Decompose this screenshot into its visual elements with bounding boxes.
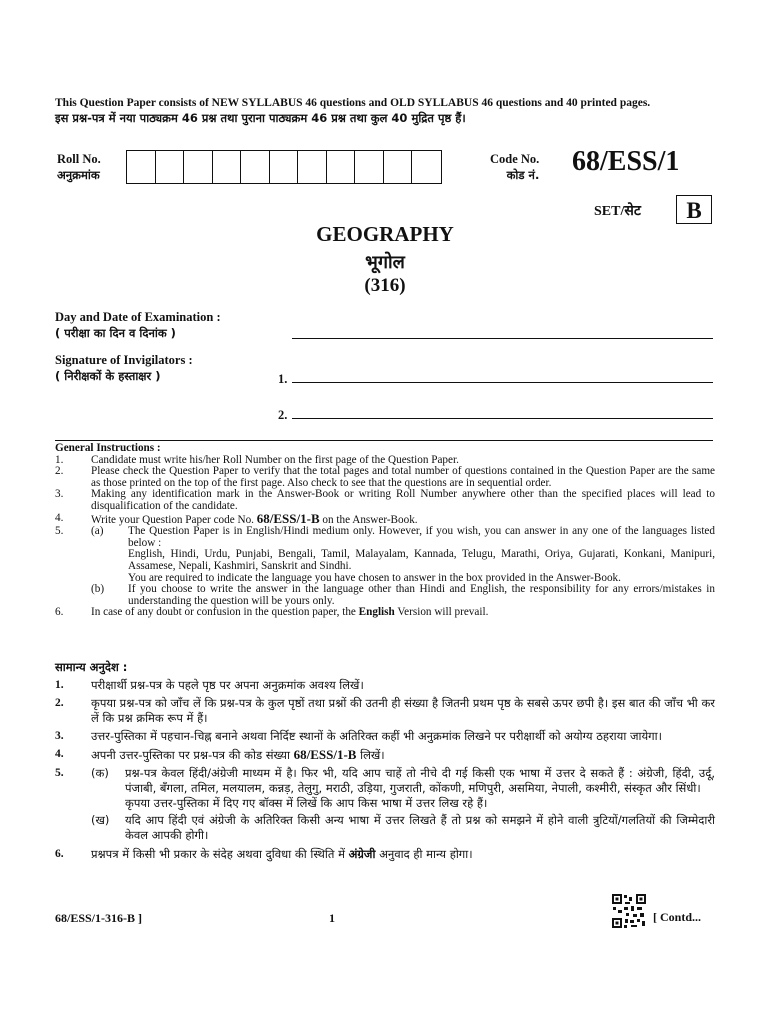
- roll-box[interactable]: [327, 151, 356, 183]
- roll-box[interactable]: [156, 151, 185, 183]
- hindi-text: कृपया उत्तर-पुस्तिका में दिए गए बॉक्स में लिखें कि आप किस भाषा में उत्तर लिख रहे हैं।: [125, 796, 488, 810]
- sub-item-label: (b): [91, 583, 105, 596]
- instruction-text-part: Version will prevail.: [394, 606, 489, 619]
- sub-item-label: (क): [91, 766, 109, 780]
- roll-box[interactable]: [298, 151, 327, 183]
- instruction-item: [55, 607, 715, 619]
- footer-code: 68/ESS/1-316-B ]: [55, 911, 143, 925]
- item-number: 6.: [55, 606, 64, 619]
- hindi-item: [55, 747, 715, 763]
- page-number: 1: [329, 911, 335, 925]
- hindi-text: कृपया प्रश्न-पत्र को जाँच लें कि प्रश्न-पत्र के कुल पृष्ठों तथा प्रश्नों की उतनी ही संख्या है जितनी प्रथम पृष्ठ के सबसे ऊपर छपी है। इस बात की जाँच भी कर लें कि प्रश्न क्रमिक रूप में हैं।: [91, 696, 715, 725]
- signature-1-number: 1.: [278, 372, 288, 386]
- roll-label-hi: अनुक्रमांक: [57, 168, 100, 182]
- item-number: 4.: [55, 748, 64, 760]
- instruction-item: [55, 526, 715, 584]
- item-number: 1.: [55, 679, 64, 691]
- sub-item-label: (a): [91, 525, 104, 538]
- signature-label-hi: ( निरीक्षकों के हस्ताक्षर ): [55, 369, 161, 383]
- instruction-text-part: In case of any doubt or confusion in the question paper, the: [91, 606, 359, 619]
- instruction-text-part: Write your Question Paper code No.: [91, 513, 257, 526]
- general-instructions: [55, 443, 715, 619]
- roll-box[interactable]: [184, 151, 213, 183]
- divider: [55, 440, 713, 441]
- roll-box[interactable]: [213, 151, 242, 183]
- continued-label: [ Contd...: [653, 910, 702, 924]
- roll-label: [57, 151, 101, 183]
- hindi-text: प्रश्न-पत्र केवल हिंदी/अंग्रेजी माध्यम में है। फिर भी, यदि आप चाहें तो नीचे दी गई किसी एक भाषा में उत्तर दे सकते हैं : अंग्रेजी, हिंदी, उर्दू, पंजाबी, बँगला, तमिल, मलयालम, कन्नड़, तेलुगु, मराठी, उड़िया, गुजराती, कोंकणी, मणिपुरी, असमिया, नेपाली, कश्मीरी, संस्कृत और सिंधी।: [125, 766, 715, 795]
- item-number: 3.: [55, 488, 64, 501]
- roll-number-boxes[interactable]: [126, 150, 442, 184]
- paper-code: 68/ESS/1: [572, 146, 680, 177]
- sub-item-label: (ख): [91, 813, 110, 827]
- hindi-text: यदि आप हिंदी एवं अंग्रेजी के अतिरिक्त किसी अन्य भाषा में उत्तर लिखते हैं तो प्रश्न को समझने में होने वाली त्रुटियों/गलतियों की जिम्मेदारी केवल आपकी होगी।: [125, 813, 715, 842]
- signature-label: [55, 352, 193, 384]
- header-hindi: इस प्रश्न-पत्र में नया पाठ्यक्रम 46 प्रश्न तथा पुराना पाठ्यक्रम 46 प्रश्न तथा कुल 40 मुद्रित पृष्ठ हैं।: [55, 111, 466, 125]
- instruction-text: Please check the Question Paper to verify that the total pages and total number of questions contained in the Question Paper are the same as those printed on the top of the first page. Also check to see that the questions are in sequential order.: [91, 465, 715, 489]
- hindi-text-part: अनुवाद ही मान्य होगा।: [375, 847, 473, 861]
- signature-label-en: Signature of Invigilators :: [55, 353, 193, 367]
- signature-2-line[interactable]: [292, 418, 713, 419]
- page-header: [55, 96, 650, 126]
- set-value: B: [676, 195, 712, 224]
- item-number: 5.: [55, 525, 64, 538]
- paper-code-inline: 68/ESS/1-B: [256, 510, 320, 526]
- hindi-text-part: अपनी उत्तर-पुस्तिका पर प्रश्न-पत्र की कोड संख्या: [91, 748, 294, 762]
- code-label: [490, 151, 539, 183]
- roll-box[interactable]: [241, 151, 270, 183]
- hindi-item: [55, 678, 715, 693]
- instructions-title: General Instructions :: [55, 442, 161, 454]
- instruction-text: If you choose to write the answer in the language other than Hindi and English, the responsibility for any errors/mistakes in understanding the question will be yours only.: [128, 583, 715, 607]
- roll-box[interactable]: [384, 151, 413, 183]
- instruction-text: [91, 607, 715, 619]
- item-number: 1.: [55, 453, 64, 466]
- instruction-item: [55, 510, 715, 527]
- hindi-text: [91, 747, 715, 763]
- date-label-en: Day and Date of Examination :: [55, 310, 221, 324]
- set-label: SET/सेट: [594, 204, 641, 219]
- hindi-text: परीक्षार्थी प्रश्न-पत्र के पहले पृष्ठ पर अपना अनुक्रमांक अवश्य लिखें।: [91, 678, 364, 692]
- signature-1-line[interactable]: [292, 382, 713, 383]
- instruction-text: [91, 510, 715, 527]
- item-number: 3.: [55, 730, 64, 742]
- instruction-bold: English: [358, 606, 395, 619]
- item-number: 2.: [55, 697, 64, 709]
- qr-code-icon: [611, 893, 647, 929]
- instruction-item: [55, 489, 715, 512]
- roll-box[interactable]: [355, 151, 384, 183]
- hindi-item: [55, 696, 715, 726]
- instruction-item: [55, 466, 715, 489]
- roll-label-en: Roll No.: [57, 152, 101, 166]
- item-number: 6.: [55, 848, 64, 860]
- hindi-text-part: प्रश्नपत्र में किसी भी प्रकार के संदेह अथवा दुविधा की स्थिति में: [91, 847, 349, 861]
- hindi-text: [91, 847, 715, 862]
- item-number: 2.: [55, 465, 64, 478]
- paper-code-inline: 68/ESS/1-B: [293, 747, 357, 762]
- subject-title: GEOGRAPHY: [316, 222, 454, 246]
- roll-box[interactable]: [412, 151, 441, 183]
- hindi-item: [55, 813, 715, 843]
- instruction-item: [55, 584, 715, 607]
- roll-box[interactable]: [127, 151, 156, 183]
- subject-title-hindi: भूगोल: [365, 252, 405, 273]
- item-number: 4.: [55, 511, 64, 524]
- instruction-text: You are required to indicate the language you have chosen to answer in the box provided in the Answer-Book.: [128, 571, 621, 584]
- subject-code: (316): [364, 275, 406, 296]
- instruction-text: Making any identification mark in the Answer-Book or writing Roll Number anywhere other than the specified places will lead to disqualification of the candidate.: [91, 488, 715, 512]
- roll-box[interactable]: [270, 151, 299, 183]
- hindi-bold: अंग्रेजी: [348, 847, 376, 861]
- instruction-text: Candidate must write his/her Roll Number on the first page of the Question Paper.: [91, 453, 459, 466]
- language-list: English, Hindi, Urdu, Punjabi, Bengali, Tamil, Malayalam, Kannada, Telugu, Marathi, Oriya, Gujarati, Konkani, Manipuri, Assamese, Nepali, Kashmiri, Sanskrit and Sindhi.: [128, 548, 715, 572]
- instruction-text: The Question Paper is in English/Hindi medium only. However, if you wish, you can answer in any one of the languages listed below :: [128, 525, 715, 549]
- hindi-item: [55, 847, 715, 862]
- date-label-hi: ( परीक्षा का दिन व दिनांक ): [55, 326, 176, 340]
- code-label-en: Code No.: [490, 152, 540, 166]
- signature-2-number: 2.: [278, 408, 288, 422]
- hindi-instructions-title: सामान्य अनुदेश :: [55, 660, 128, 674]
- date-line[interactable]: [292, 338, 713, 339]
- hindi-instructions: [55, 660, 715, 862]
- date-label: [55, 309, 221, 341]
- hindi-item: [55, 729, 715, 744]
- instruction-text-part: on the Answer-Book.: [319, 513, 418, 526]
- item-number: 5.: [55, 767, 64, 779]
- hindi-text: उत्तर-पुस्तिका में पहचान-चिह्न बनाने अथवा निर्दिष्ट स्थानों के अतिरिक्त कहीं भी अनुक्रमांक लिखने पर परीक्षार्थी को अयोग्य ठहराया जायेगा।: [91, 729, 662, 743]
- code-label-hi: कोड नं.: [506, 168, 540, 182]
- hindi-item: [55, 766, 715, 811]
- header-english: This Question Paper consists of NEW SYLLABUS 46 questions and OLD SYLLABUS 46 questions and 40 printed pages.: [55, 97, 651, 109]
- hindi-text-part: लिखें।: [356, 748, 385, 762]
